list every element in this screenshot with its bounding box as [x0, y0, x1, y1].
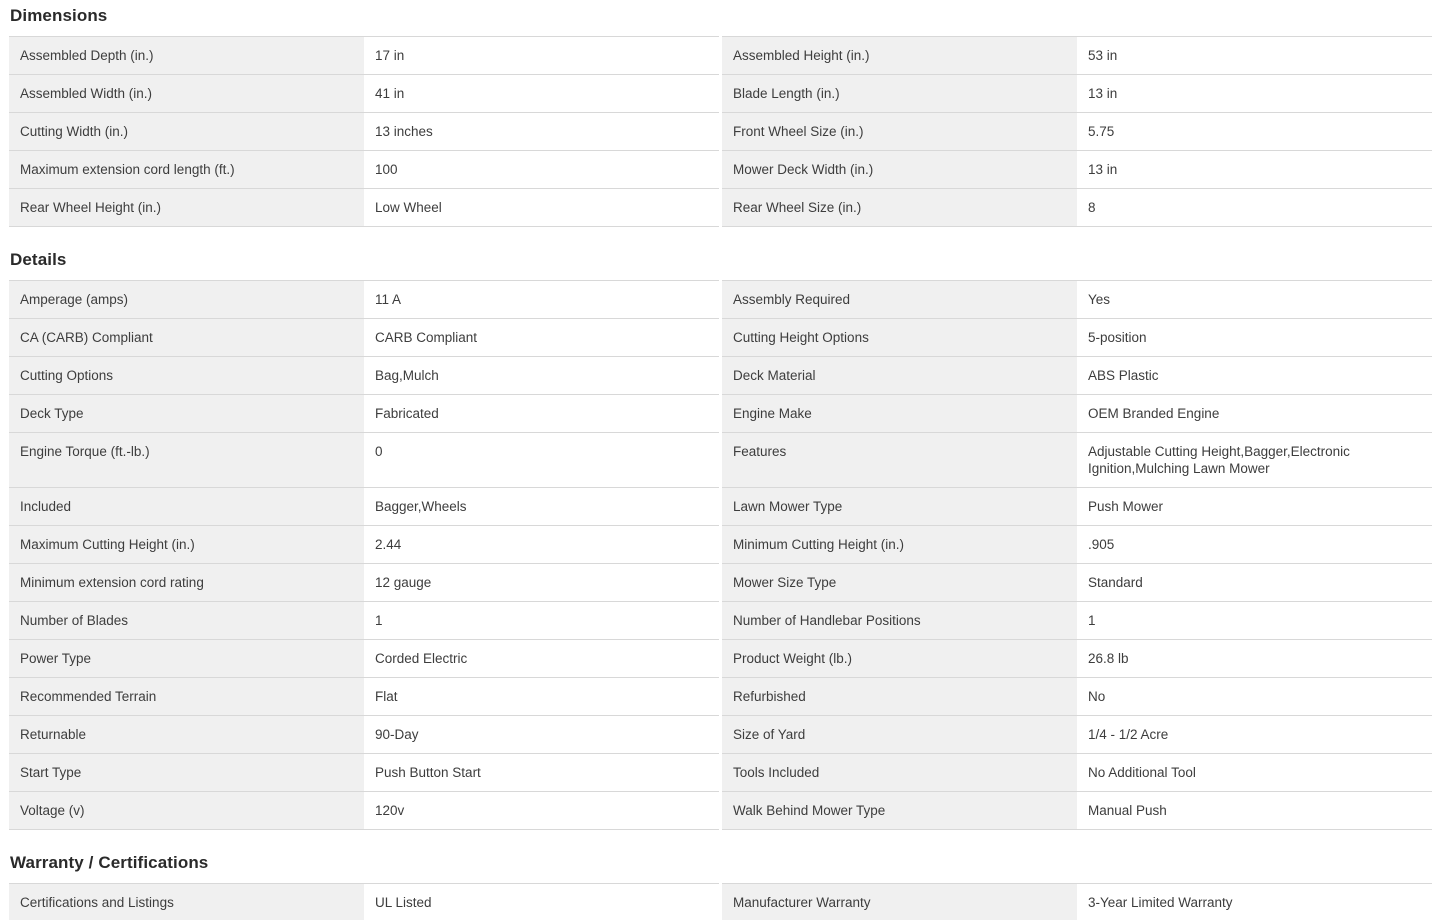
spec-row — [9, 113, 1432, 151]
section-title-warranty-certifications: Warranty / Certifications — [10, 853, 209, 872]
spec-pair-left — [9, 280, 719, 319]
spec-value-cell: 2.44 — [364, 526, 719, 563]
spec-label-cell: Assembly Required — [722, 281, 1077, 318]
spec-value-cell: No Additional Tool — [1077, 754, 1432, 791]
spec-pair-left — [9, 564, 719, 602]
spec-value-cell: 1/4 - 1/2 Acre — [1077, 716, 1432, 753]
spec-pair-right — [722, 883, 1432, 920]
spec-row — [9, 602, 1432, 640]
spec-value-cell: Bagger,Wheels — [364, 488, 719, 525]
spec-label-cell: Deck Material — [722, 357, 1077, 394]
spec-pair-right — [722, 564, 1432, 602]
spec-value-cell: 41 in — [364, 75, 719, 112]
spec-pair-left — [9, 602, 719, 640]
spec-value-cell: 0 — [364, 433, 719, 487]
spec-pair-left — [9, 319, 719, 357]
spec-row — [9, 36, 1432, 75]
spec-row — [9, 883, 1432, 920]
spec-pair-right — [722, 75, 1432, 113]
spec-value-cell: 26.8 lb — [1077, 640, 1432, 677]
spec-row — [9, 526, 1432, 564]
spec-label-cell: Engine Torque (ft.-lb.) — [9, 433, 364, 487]
spec-value-cell: 120v — [364, 792, 719, 829]
spec-row — [9, 640, 1432, 678]
spec-label-cell: Recommended Terrain — [9, 678, 364, 715]
spec-value-cell: OEM Branded Engine — [1077, 395, 1432, 432]
spec-value-cell: Corded Electric — [364, 640, 719, 677]
spec-value-cell: Bag,Mulch — [364, 357, 719, 394]
spec-pair-left — [9, 640, 719, 678]
spec-pair-left — [9, 36, 719, 75]
spec-label-cell: Lawn Mower Type — [722, 488, 1077, 525]
spec-value-cell: Adjustable Cutting Height,Bagger,Electronic Ignition,Mulching Lawn Mower — [1077, 433, 1432, 487]
spec-row — [9, 75, 1432, 113]
spec-label-cell: Deck Type — [9, 395, 364, 432]
spec-table-warranty-certifications — [9, 883, 1432, 920]
spec-row — [9, 754, 1432, 792]
spec-label-cell: Assembled Width (in.) — [9, 75, 364, 112]
spec-label-cell: Engine Make — [722, 395, 1077, 432]
spec-value-cell: 5-position — [1077, 319, 1432, 356]
spec-row — [9, 395, 1432, 433]
spec-value-cell: 11 A — [364, 281, 719, 318]
spec-value-cell: 12 gauge — [364, 564, 719, 601]
spec-label-cell: Maximum Cutting Height (in.) — [9, 526, 364, 563]
spec-pair-right — [722, 640, 1432, 678]
spec-label-cell: Minimum Cutting Height (in.) — [722, 526, 1077, 563]
spec-value-cell: 53 in — [1077, 37, 1432, 74]
spec-pair-left — [9, 526, 719, 564]
spec-label-cell: Included — [9, 488, 364, 525]
spec-pair-left — [9, 716, 719, 754]
spec-label-cell: Refurbished — [722, 678, 1077, 715]
spec-value-cell: CARB Compliant — [364, 319, 719, 356]
spec-label-cell: Start Type — [9, 754, 364, 791]
spec-pair-right — [722, 526, 1432, 564]
spec-pair-right — [722, 113, 1432, 151]
spec-value-cell: Push Mower — [1077, 488, 1432, 525]
spec-label-cell: Front Wheel Size (in.) — [722, 113, 1077, 150]
spec-pair-right — [722, 280, 1432, 319]
spec-label-cell: Certifications and Listings — [9, 884, 364, 920]
spec-label-cell: Maximum extension cord length (ft.) — [9, 151, 364, 188]
spec-row — [9, 433, 1432, 488]
spec-value-cell: ABS Plastic — [1077, 357, 1432, 394]
spec-pair-left — [9, 151, 719, 189]
spec-row — [9, 678, 1432, 716]
spec-pair-right — [722, 189, 1432, 227]
spec-label-cell: Power Type — [9, 640, 364, 677]
spec-pair-left — [9, 113, 719, 151]
spec-pair-right — [722, 488, 1432, 526]
spec-label-cell: Rear Wheel Height (in.) — [9, 189, 364, 226]
spec-value-cell: Push Button Start — [364, 754, 719, 791]
spec-pair-right — [722, 357, 1432, 395]
spec-pair-left — [9, 678, 719, 716]
section-title-details: Details — [10, 250, 67, 269]
spec-value-cell: 8 — [1077, 189, 1432, 226]
spec-table-details — [9, 280, 1432, 830]
spec-label-cell: Amperage (amps) — [9, 281, 364, 318]
spec-value-cell: Flat — [364, 678, 719, 715]
spec-label-cell: Features — [722, 433, 1077, 487]
spec-value-cell: UL Listed — [364, 884, 719, 920]
spec-label-cell: Mower Deck Width (in.) — [722, 151, 1077, 188]
product-specifications — [9, 0, 1432, 920]
spec-row — [9, 792, 1432, 830]
spec-value-cell: 17 in — [364, 37, 719, 74]
spec-row — [9, 151, 1432, 189]
spec-value-cell: Yes — [1077, 281, 1432, 318]
spec-label-cell: Voltage (v) — [9, 792, 364, 829]
spec-label-cell: Assembled Height (in.) — [722, 37, 1077, 74]
spec-value-cell: 90-Day — [364, 716, 719, 753]
spec-label-cell: Number of Blades — [9, 602, 364, 639]
spec-label-cell: Minimum extension cord rating — [9, 564, 364, 601]
spec-value-cell: Standard — [1077, 564, 1432, 601]
spec-row — [9, 488, 1432, 526]
spec-value-cell: 5.75 — [1077, 113, 1432, 150]
spec-row — [9, 716, 1432, 754]
spec-label-cell: Cutting Width (in.) — [9, 113, 364, 150]
spec-value-cell: 1 — [1077, 602, 1432, 639]
spec-value-cell: 100 — [364, 151, 719, 188]
spec-pair-right — [722, 433, 1432, 488]
spec-label-cell: Number of Handlebar Positions — [722, 602, 1077, 639]
spec-pair-right — [722, 36, 1432, 75]
spec-label-cell: Assembled Depth (in.) — [9, 37, 364, 74]
spec-label-cell: Size of Yard — [722, 716, 1077, 753]
spec-row — [9, 564, 1432, 602]
spec-value-cell: 13 in — [1077, 75, 1432, 112]
spec-value-cell: Low Wheel — [364, 189, 719, 226]
spec-value-cell: No — [1077, 678, 1432, 715]
section-dimensions — [9, 6, 1432, 227]
spec-row — [9, 319, 1432, 357]
spec-label-cell: CA (CARB) Compliant — [9, 319, 364, 356]
spec-label-cell: Rear Wheel Size (in.) — [722, 189, 1077, 226]
spec-label-cell: Walk Behind Mower Type — [722, 792, 1077, 829]
spec-table-dimensions — [9, 36, 1432, 227]
spec-pair-left — [9, 792, 719, 830]
spec-pair-left — [9, 883, 719, 920]
spec-label-cell: Product Weight (lb.) — [722, 640, 1077, 677]
spec-pair-left — [9, 754, 719, 792]
spec-pair-left — [9, 189, 719, 227]
spec-value-cell: 13 inches — [364, 113, 719, 150]
spec-pair-right — [722, 716, 1432, 754]
spec-value-cell: .905 — [1077, 526, 1432, 563]
spec-value-cell: Fabricated — [364, 395, 719, 432]
spec-pair-right — [722, 319, 1432, 357]
spec-label-cell: Cutting Height Options — [722, 319, 1077, 356]
spec-row — [9, 189, 1432, 227]
spec-row — [9, 357, 1432, 395]
spec-value-cell: Manual Push — [1077, 792, 1432, 829]
spec-pair-left — [9, 357, 719, 395]
spec-pair-right — [722, 678, 1432, 716]
spec-label-cell: Blade Length (in.) — [722, 75, 1077, 112]
spec-value-cell: 1 — [364, 602, 719, 639]
spec-pair-right — [722, 151, 1432, 189]
spec-label-cell: Returnable — [9, 716, 364, 753]
spec-pair-right — [722, 754, 1432, 792]
section-title-dimensions: Dimensions — [10, 6, 108, 25]
spec-row — [9, 280, 1432, 319]
spec-pair-right — [722, 792, 1432, 830]
spec-label-cell: Mower Size Type — [722, 564, 1077, 601]
spec-pair-left — [9, 433, 719, 488]
spec-label-cell: Tools Included — [722, 754, 1077, 791]
spec-value-cell: 13 in — [1077, 151, 1432, 188]
spec-pair-right — [722, 395, 1432, 433]
spec-value-cell: 3-Year Limited Warranty — [1077, 884, 1432, 920]
spec-pair-right — [722, 602, 1432, 640]
spec-label-cell: Manufacturer Warranty — [722, 884, 1077, 920]
spec-pair-left — [9, 75, 719, 113]
spec-label-cell: Cutting Options — [9, 357, 364, 394]
section-details — [9, 250, 1432, 830]
section-warranty-certifications — [9, 853, 1432, 920]
spec-pair-left — [9, 488, 719, 526]
spec-pair-left — [9, 395, 719, 433]
